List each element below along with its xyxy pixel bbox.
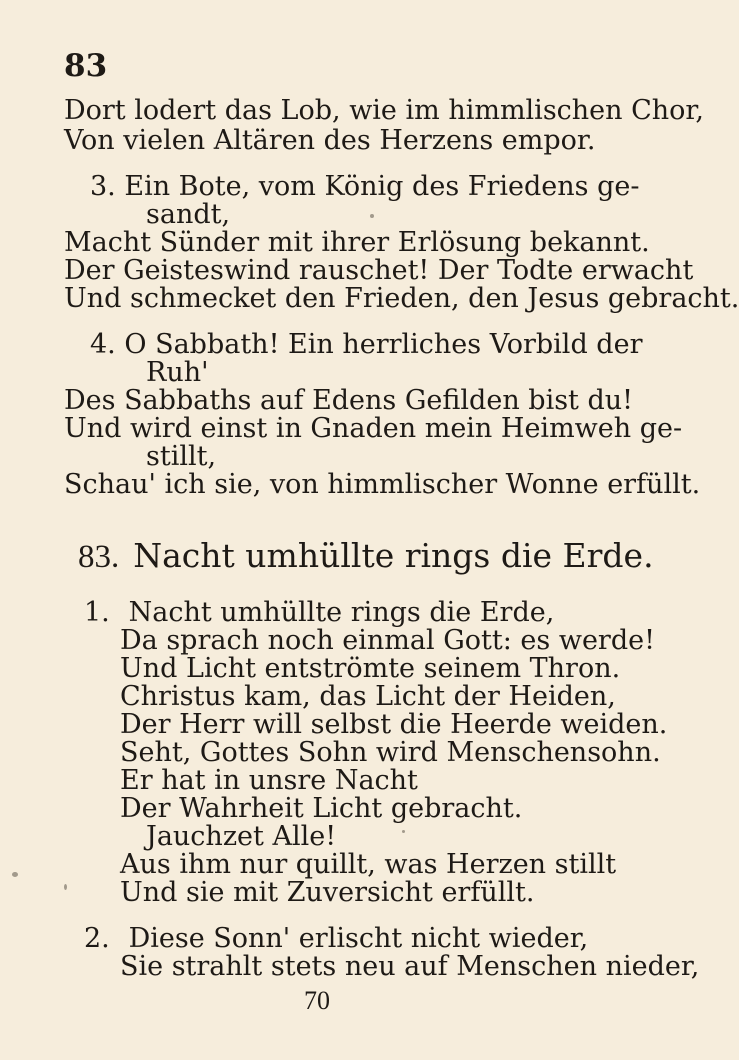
stanza-line: Da sprach noch einmal Gott: es werde! xyxy=(120,625,655,656)
verse-line: Schau' ich sie, von himmlischer Wonne erfüllt. xyxy=(64,469,701,500)
verse-line: Und schmecket den Frieden, den Jesus gebracht. xyxy=(64,283,739,314)
stanza-1-first-line xyxy=(84,598,554,628)
verse-line: O Sabbath! Ein herrliches Vorbild der xyxy=(124,329,643,360)
verse-line: stillt, xyxy=(146,441,217,472)
verse-line: Und wird einst in Gnaden mein Heimweh ge- xyxy=(64,413,683,444)
continuation-line: Von vielen Altären des Herzens empor. xyxy=(64,125,596,156)
verse-line: sandt, xyxy=(146,199,231,230)
stanza-line: Jauchzet Alle! xyxy=(146,821,337,852)
continuation-line: Dort lodert das Lob, wie im himmlischen Chor, xyxy=(64,95,704,126)
stanza-line: Und Licht entströmte seinem Thron. xyxy=(120,653,621,684)
page-number-top: 83 xyxy=(64,48,108,84)
verse-line: Ruh' xyxy=(146,357,209,388)
stanza-line: Nacht umhüllte rings die Erde, xyxy=(128,597,555,628)
stanza-line: Christus kam, das Licht der Heiden, xyxy=(120,681,616,712)
verse-line: Macht Sünder mit ihrer Erlösung bekannt. xyxy=(64,227,650,258)
stanza-line: Der Wahrheit Licht gebracht. xyxy=(120,793,523,824)
paper-speck xyxy=(64,884,67,890)
paper-speck xyxy=(12,872,18,877)
verse-3-first-line xyxy=(90,172,639,202)
verse-line: Des Sabbaths auf Edens Gefilden bist du! xyxy=(64,385,634,416)
verse-number: 4. xyxy=(90,329,116,360)
stanza-line: Seht, Gottes Sohn wird Menschensohn. xyxy=(120,737,661,768)
stanza-number: 2. xyxy=(84,923,110,954)
hymn-number: 83. xyxy=(78,539,120,575)
verse-line: Der Geisteswind rauschet! Der Todte erwacht xyxy=(64,255,694,286)
stanza-number: 1. xyxy=(84,597,110,628)
stanza-line: Sie strahlt stets neu auf Menschen nieder, xyxy=(120,951,700,982)
hymn-title-text: Nacht umhüllte rings die Erde. xyxy=(133,536,654,575)
verse-number: 3. xyxy=(90,171,116,202)
verse-line: Ein Bote, vom König des Friedens ge- xyxy=(124,171,640,202)
paper-speck xyxy=(402,830,405,833)
stanza-line: Er hat in unsre Nacht xyxy=(120,765,418,796)
paper-speck xyxy=(370,214,374,218)
stanza-2-first-line xyxy=(84,924,588,954)
verse-4-first-line xyxy=(90,330,642,360)
hymn-title xyxy=(78,536,654,577)
page-number-bottom: 70 xyxy=(304,986,330,1015)
stanza-line: Der Herr will selbst die Heerde weiden. xyxy=(120,709,668,740)
stanza-line: Und sie mit Zuversicht erfüllt. xyxy=(120,877,535,908)
stanza-line: Aus ihm nur quillt, was Herzen stillt xyxy=(120,849,617,880)
stanza-line: Diese Sonn' erlischt nicht wieder, xyxy=(128,923,589,954)
